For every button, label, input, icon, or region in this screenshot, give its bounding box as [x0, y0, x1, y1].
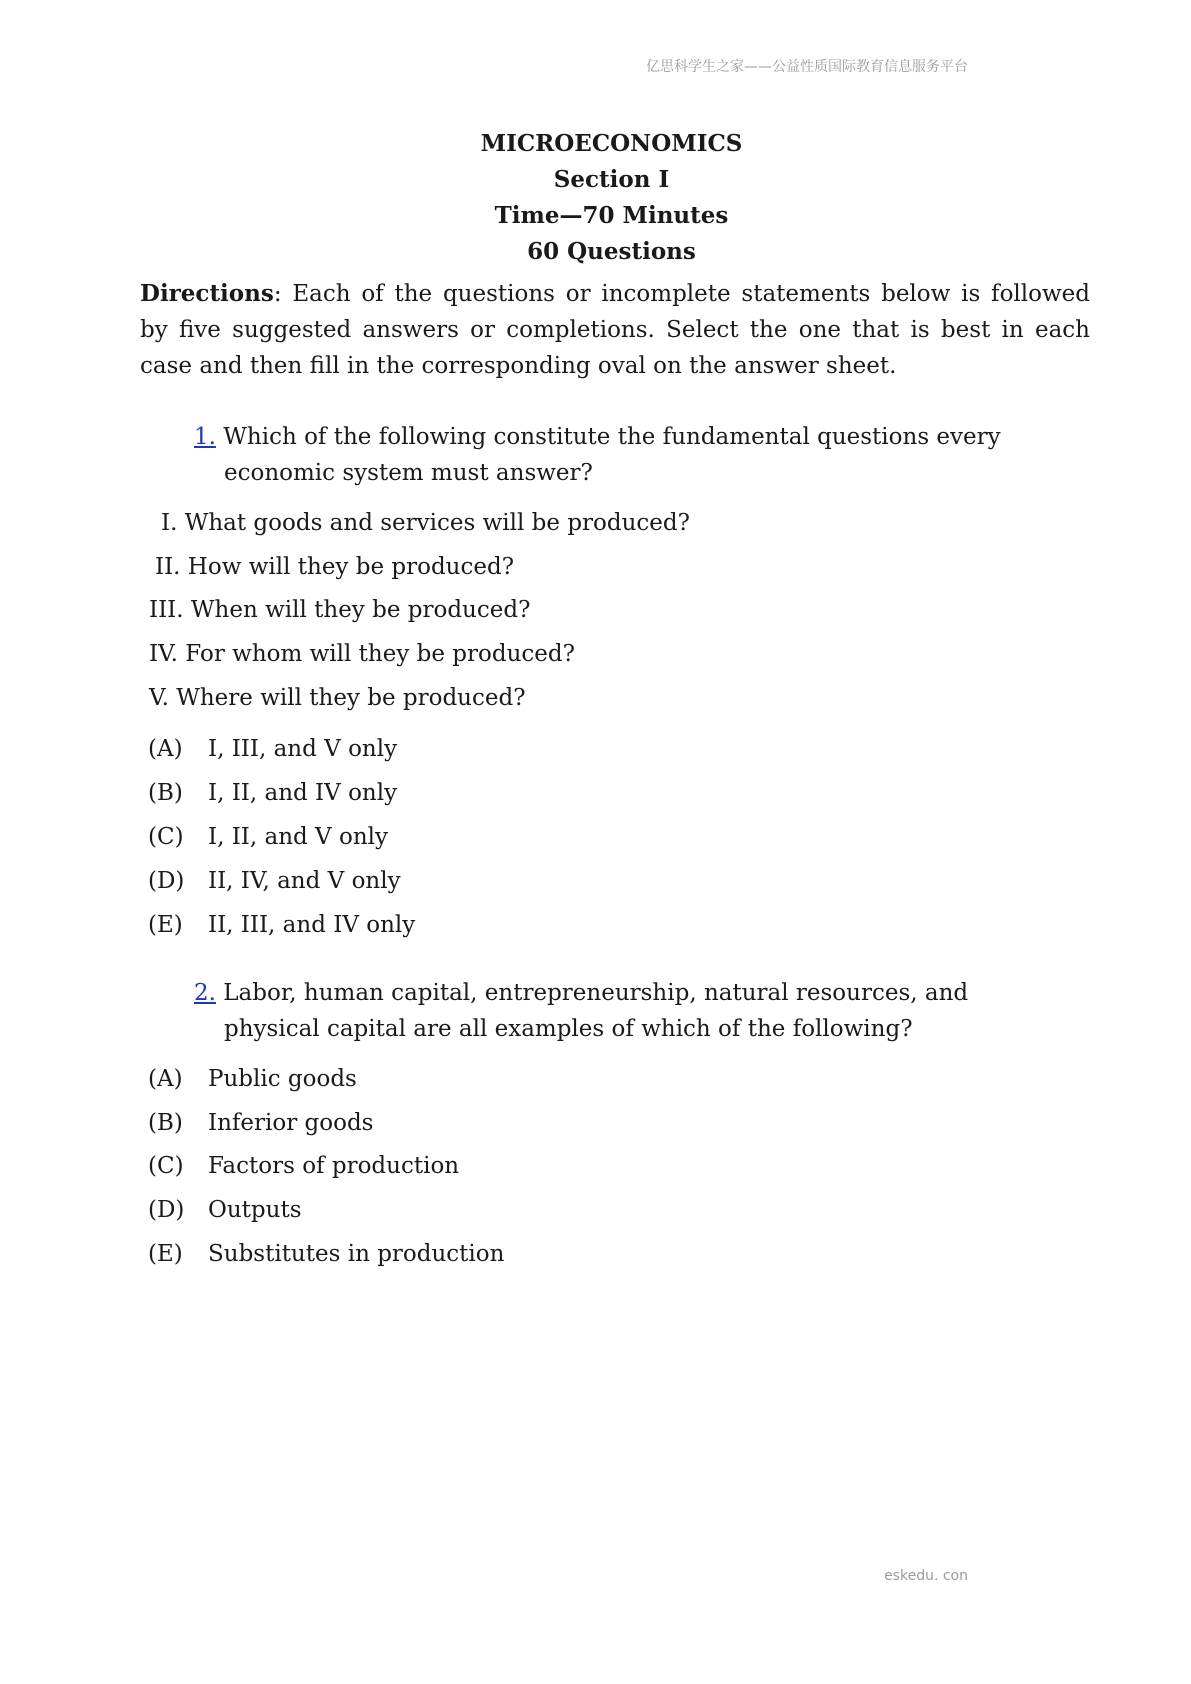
- q1-choice-a: [148, 731, 397, 767]
- choice-text: I, II, and V only: [208, 824, 388, 850]
- subject-title: MICROECONOMICS: [480, 130, 743, 157]
- question-1: [194, 419, 1054, 491]
- site-footer-note: eskedu. con: [884, 1568, 968, 1584]
- question-count-title: 60 Questions: [527, 238, 696, 265]
- question-1-text-line2: economic system must answer?: [224, 460, 593, 486]
- choice-letter: (B): [148, 780, 183, 806]
- choice-text: Substitutes in production: [208, 1241, 505, 1267]
- choice-text: Public goods: [208, 1066, 357, 1092]
- choice-text: II, III, and IV only: [208, 912, 416, 938]
- choice-letter: (E): [148, 1241, 183, 1267]
- q2-choice-e: [148, 1236, 504, 1272]
- question-2-text-line2: physical capital are all examples of which of the following?: [224, 1016, 913, 1042]
- directions-text: : Each of the questions or incomplete statements below is followed by five suggested answers or completions. Select the one that is best in each case and then fill in the corresponding oval on the answer sheet.: [140, 281, 1090, 379]
- q2-choice-c: [148, 1148, 459, 1184]
- q1-choice-b: [148, 775, 397, 811]
- roman-item-1: I. What goods and services will be produced?: [161, 510, 690, 536]
- question-2-text-line1: Labor, human capital, entrepreneurship, natural resources, and: [223, 980, 969, 1006]
- directions-label: Directions: [140, 280, 274, 307]
- question-1-link[interactable]: 1.: [194, 424, 216, 450]
- choice-letter: (C): [148, 824, 184, 850]
- choice-letter: (C): [148, 1153, 184, 1179]
- q2-choice-a: [148, 1061, 357, 1097]
- roman-item-2: II. How will they be produced?: [155, 554, 515, 580]
- choice-letter: (A): [148, 736, 183, 762]
- roman-item-3: III. When will they be produced?: [149, 597, 531, 623]
- q1-choice-d: [148, 863, 401, 899]
- choice-text: Outputs: [208, 1197, 302, 1223]
- question-1-text-line1: Which of the following constitute the fundamental questions every: [223, 424, 1001, 450]
- choice-letter: (D): [148, 868, 185, 894]
- q2-choice-d: [148, 1192, 302, 1228]
- choice-letter: (A): [148, 1066, 183, 1092]
- section-title: Section I: [553, 166, 670, 193]
- choice-text: I, III, and V only: [208, 736, 398, 762]
- choice-text: II, IV, and V only: [208, 868, 401, 894]
- q2-choice-b: [148, 1105, 373, 1141]
- q1-choice-e: [148, 907, 415, 943]
- question-2: [194, 975, 1054, 1047]
- directions-paragraph: [140, 276, 1090, 384]
- roman-item-4: IV. For whom will they be produced?: [149, 641, 575, 667]
- choice-letter: (E): [148, 912, 183, 938]
- site-header-note: 亿思科学生之家——公益性质国际教育信息服务平台: [646, 59, 968, 75]
- time-title: Time—70 Minutes: [494, 202, 729, 229]
- roman-item-5: V. Where will they be produced?: [149, 685, 526, 711]
- choice-letter: (B): [148, 1110, 183, 1136]
- choice-text: Inferior goods: [208, 1110, 374, 1136]
- title-block: [0, 126, 1191, 270]
- q1-choice-c: [148, 819, 388, 855]
- choice-text: Factors of production: [208, 1153, 460, 1179]
- choice-letter: (D): [148, 1197, 185, 1223]
- question-2-link[interactable]: 2.: [194, 980, 216, 1006]
- choice-text: I, II, and IV only: [208, 780, 398, 806]
